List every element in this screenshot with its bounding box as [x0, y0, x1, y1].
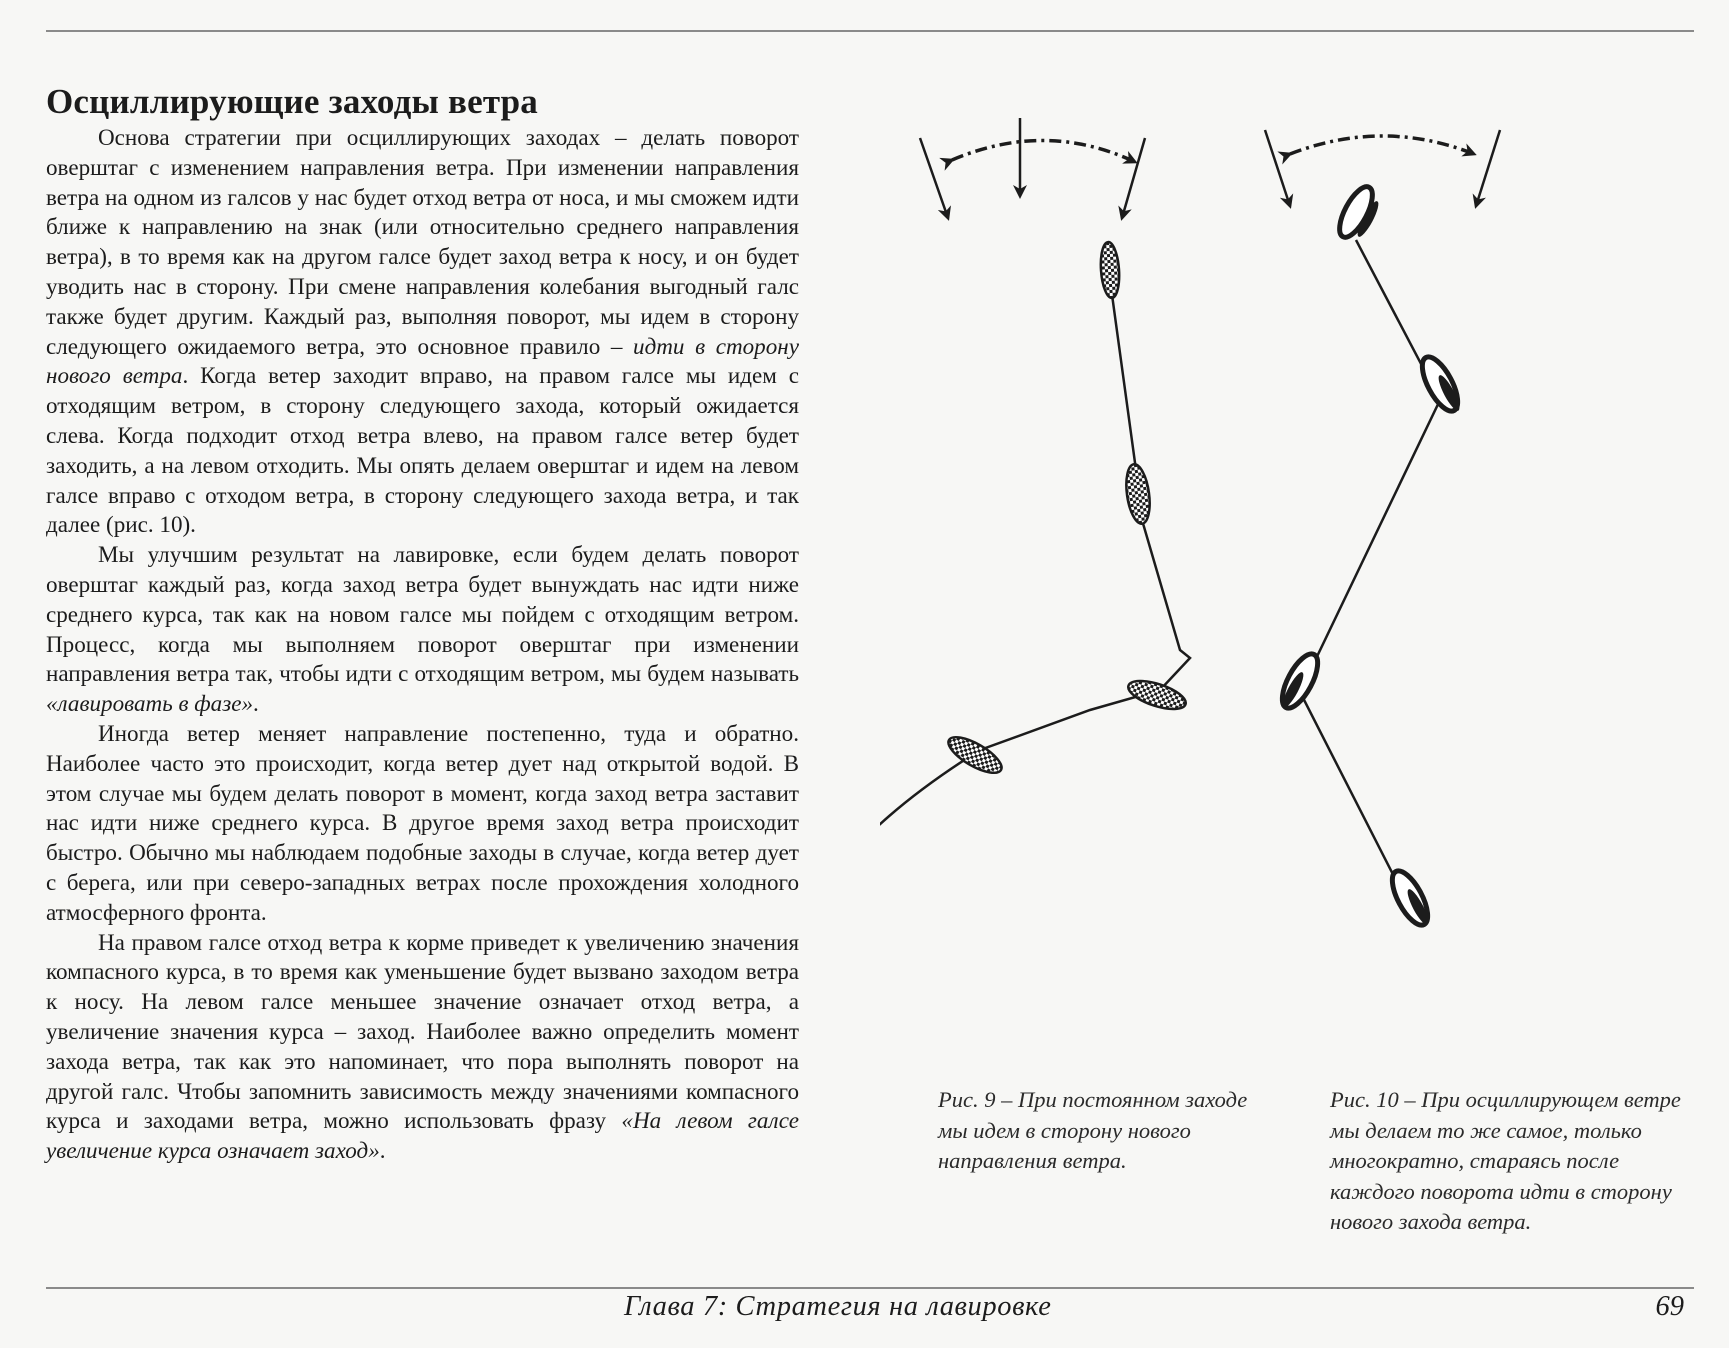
- paragraph-2-text-b: .: [253, 690, 259, 717]
- paragraph-4-text-a: На правом галсе отход ветра к корме приведет к увеличению значения компасного курса, в то время как уменьшение будет вызвано заходом ветра к носу. На левом галсе меньшее значение означает отход ветра, а увеличение значения курса – заход. Наиболее важно определить момент захода ветра, так как это напоминает, что пора выполнять поворот на другой галс. Чтобы запомнить зависимость между значениями компасного курса и заходами ветра, можно использовать фразу: [46, 928, 799, 1134]
- fig9-course-track: [880, 256, 1190, 850]
- paragraph-1: [46, 123, 799, 540]
- fig9-boats: [880, 241, 1189, 891]
- top-rule: [46, 30, 1694, 32]
- paragraph-1-text-a: Основа стратегии при осциллирующих заходах – делать поворот оверштаг с изменением направления ветра. При изменении направления ветра на одном из галсов у нас будет отход ветра от носа, и мы сможем идти ближе к направлению на знак (или относительно среднего направления ветра), в то время как на другом галсе будет заход ветра к носу, и он будет уводить нас в сторону. При смене направления колебания выгодный галс также будет другим. Каждый раз, выполняя поворот, мы идем в сторону следующего ожидаемого ветра, это основное правило –: [46, 124, 799, 359]
- paragraph-3: Иногда ветер меняет направление постепенно, туда и обратно. Наиболее часто это происходит, когда ветер дует над открытой водой. В этом случае мы будем делать поворот в момент, когда заход ветра заставит нас идти ниже среднего курса. В другое время заход ветра происходит быстро. Обычно мы наблюдаем подобные заходы в случае, когда ветер дует с берега, или при северо-западных ветрах после прохождения холодного атмосферного фронта.: [46, 719, 799, 925]
- paragraph-4-text-b: .: [379, 1137, 386, 1164]
- page-number: 69: [1655, 1291, 1684, 1322]
- paragraph-4-emphasis: «На левом галсе увеличение курса означает заход»: [46, 1107, 799, 1164]
- fig10-course-track: [1300, 240, 1440, 900]
- paragraph-2-emphasis: «лавировать в фазе»: [46, 690, 254, 717]
- paragraph-2: [46, 540, 799, 719]
- figures-9-10-illustration: [880, 110, 1700, 1040]
- fig10-boats: [1275, 182, 1464, 930]
- paragraph-1-text-b: . Когда ветер заходит вправо, на правом галсе мы идем с отходящим ветром, в сторону следующего захода, который ожидается слева. Когда подходит отход ветра влево, на правом галсе ветер будет заходить, а на левом отходить. Мы опять делаем оверштаг и идем на левом галсе вправо с отходом ветра, в сторону следующего захода ветра, и так далее (рис. 10).: [46, 362, 799, 538]
- fig10-caption: Рис. 10 – При осциллирующем ветре мы делаем то же самое, только многократно, стараясь после каждого поворота идти в сторону нового захода ветра.: [1330, 1087, 1681, 1234]
- fig9-caption: Рис. 9 – При постоянном заходе мы идем в сторону нового направления ветра.: [938, 1087, 1248, 1173]
- body-text: [46, 123, 799, 1166]
- paragraph-4: [46, 928, 799, 1166]
- paragraph-2-text-a: Мы улучшим результат на лавировке, если будем делать поворот оверштаг каждый раз, когда заход ветра будет вынуждать нас идти ниже среднего курса, так как на новом галсе мы пойдем с отходящим ветром. Процесс, когда мы выполняем поворот оверштаг при изменении направления ветра так, чтобы идти с отходящим ветром, мы будем называть: [46, 541, 799, 687]
- section-title: Осциллирующие заходы ветра: [46, 82, 539, 121]
- paragraph-1-emphasis: идти в сторону нового ветра: [46, 332, 799, 389]
- fig9-wind-indicator: [920, 118, 1145, 218]
- fig10-wind-indicator: [1265, 130, 1500, 206]
- bottom-rule: [46, 1287, 1694, 1289]
- running-footer-chapter: Глава 7: Стратегия на лавировке: [624, 1291, 1052, 1322]
